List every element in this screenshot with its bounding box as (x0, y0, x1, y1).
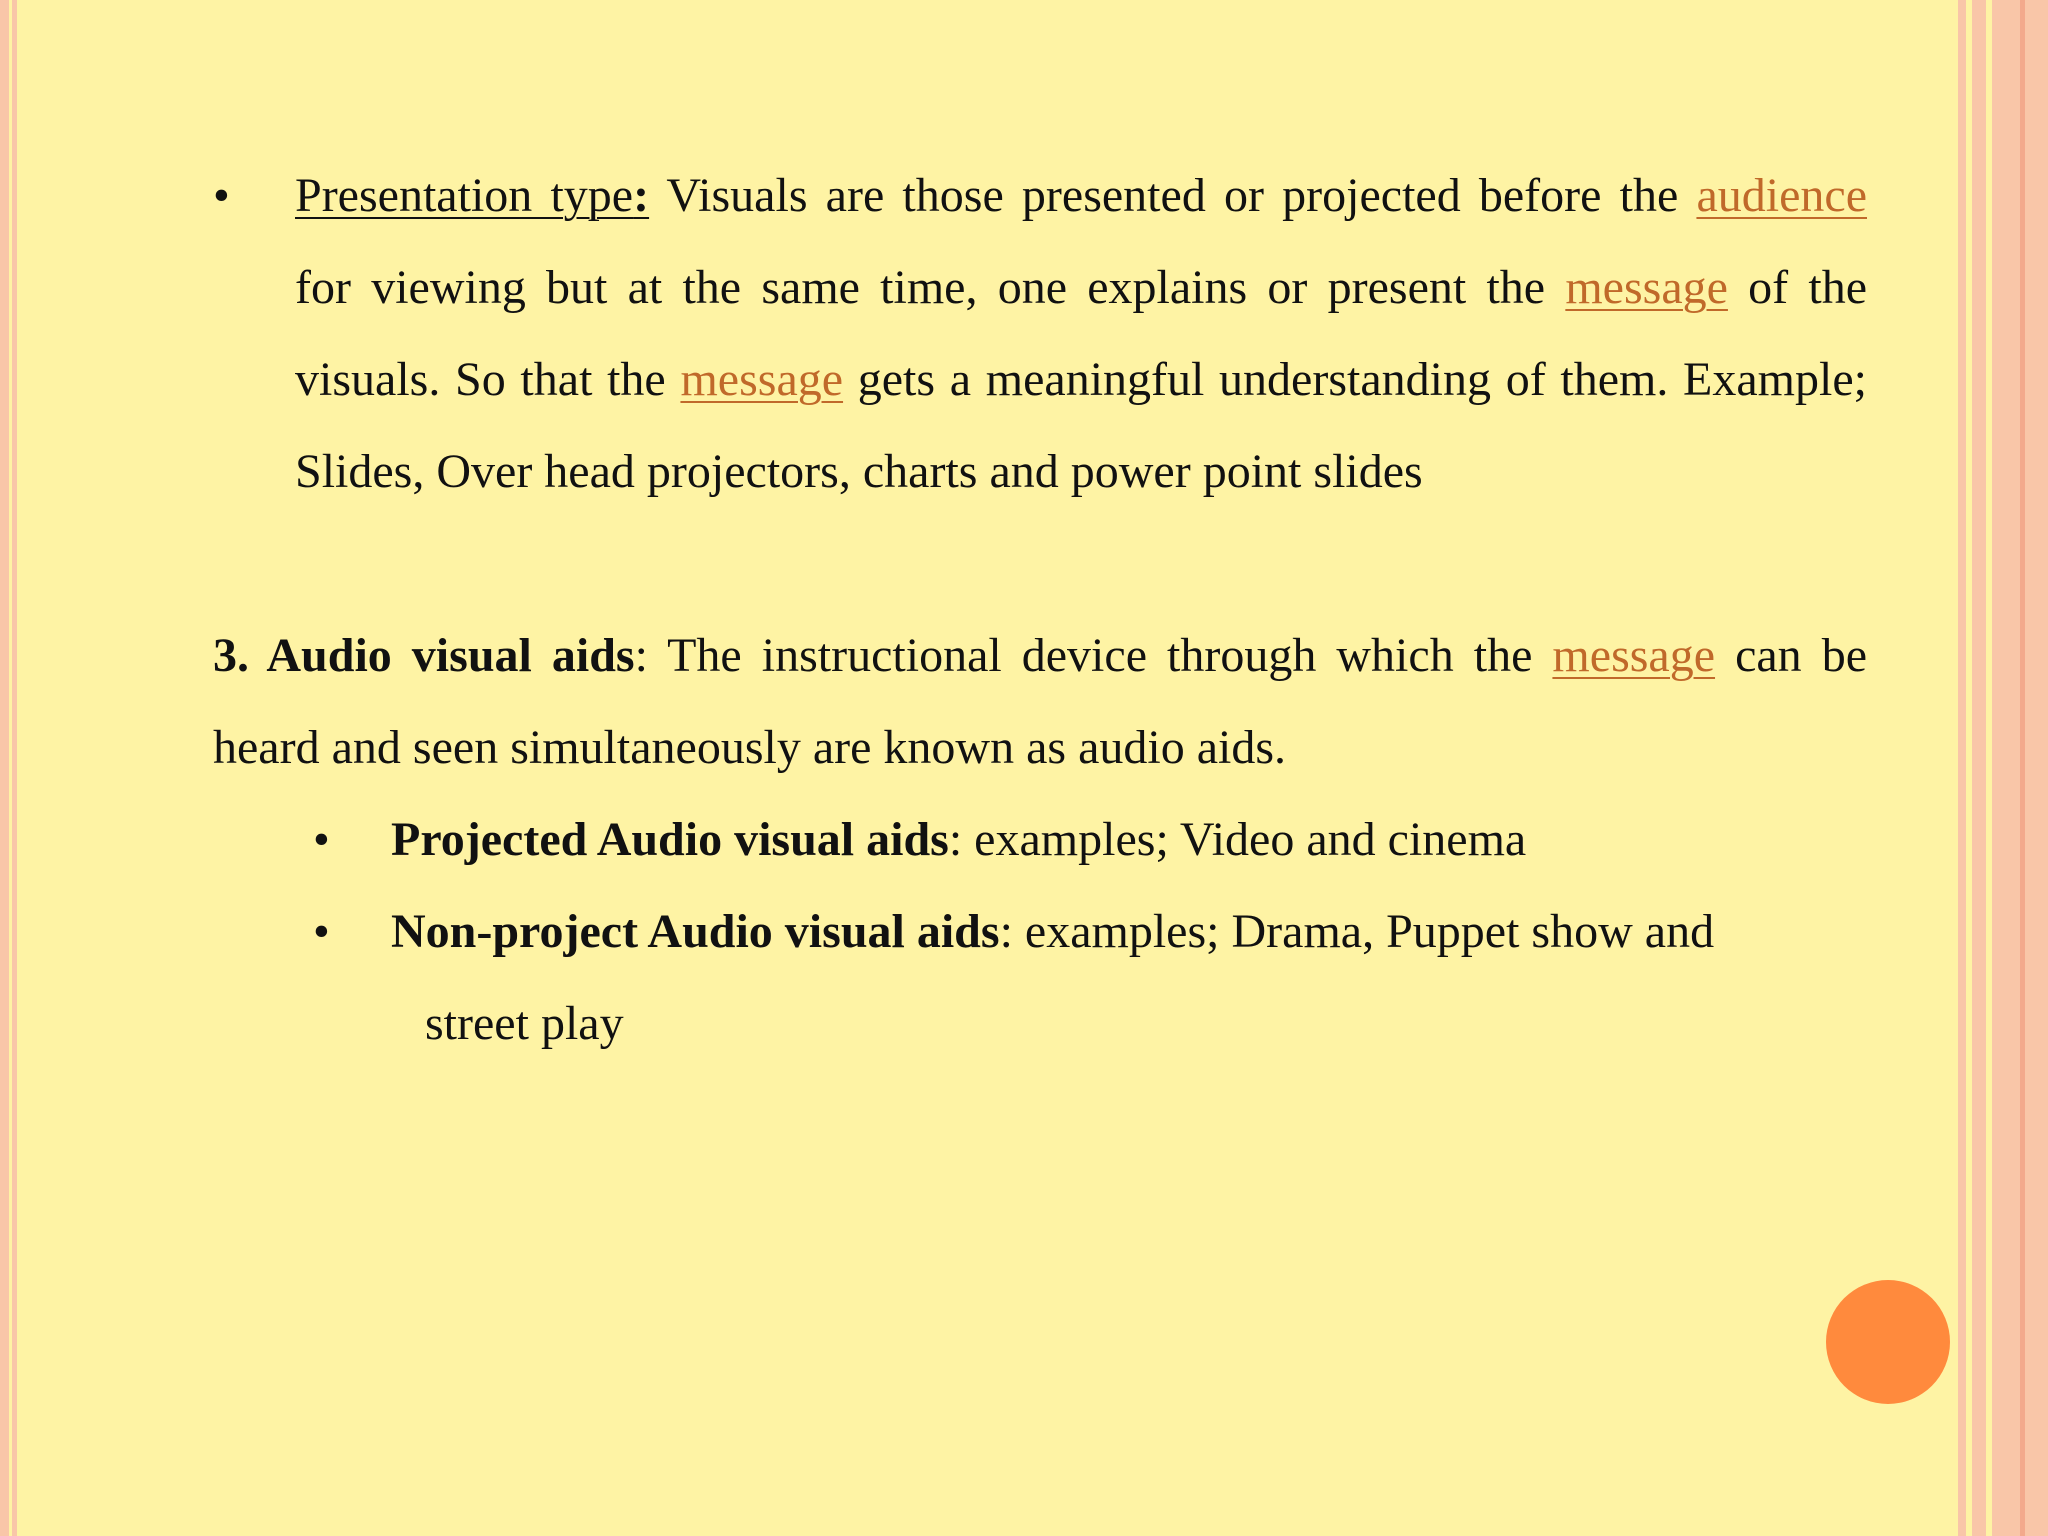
non-project-aids-continuation: street play (425, 997, 624, 1050)
presentation-text-1: Visuals are those presented or projected before the (649, 169, 1697, 222)
presentation-text-3: of the visuals. So that the (295, 261, 1868, 406)
list-item (313, 794, 1867, 886)
non-project-aids-text: : examples; Drama, Puppet show and (999, 905, 1715, 958)
list-item-continuation (313, 978, 1867, 1070)
message-link-2[interactable]: message (680, 353, 844, 406)
presentation-type-label: Presentation type (295, 169, 634, 222)
projected-aids-item (391, 794, 1867, 886)
audio-visual-heading: 3. Audio visual aids (213, 629, 635, 682)
message-link-3[interactable]: message (1552, 629, 1716, 682)
list-item (313, 886, 1867, 978)
right-border-stripe-thin (1958, 0, 1966, 1536)
audio-visual-sub-list (313, 794, 1867, 1070)
audio-visual-text-2: can be heard and seen simultaneously are known as audio aids. (213, 629, 1868, 774)
right-border-stripe-accent (2020, 0, 2025, 1536)
presentation-type-paragraph (295, 150, 1867, 518)
projected-aids-label: Projected Audio visual aids (391, 813, 949, 866)
presentation-type-colon: : (633, 169, 650, 222)
presentation-text-2: for viewing but at the same time, one explains or present the (295, 261, 1566, 314)
left-border-stripe-inner (12, 0, 17, 1536)
message-link-1[interactable]: message (1565, 261, 1728, 314)
non-project-aids-label: Non-project Audio visual aids (391, 905, 1000, 958)
paragraph-gap (213, 518, 1867, 610)
audio-visual-text-1: : The instructional device through which the (634, 629, 1553, 682)
decorative-circle-icon (1826, 1280, 1950, 1404)
presentation-type-bullet (213, 150, 1867, 518)
presentation-text-4: gets a meaningful understanding of them. Example; Slides, Over head projectors, charts and power point slides (295, 353, 1867, 498)
projected-aids-text: : examples; Video and cinema (948, 813, 1527, 866)
bullet-icon: • (313, 813, 330, 866)
bullet-icon: • (213, 169, 230, 222)
right-border-stripe-mid (1972, 0, 1986, 1536)
bullet-icon: • (313, 905, 330, 958)
audience-link[interactable]: audience (1696, 169, 1867, 222)
left-border-stripe (0, 0, 9, 1536)
slide-content (213, 150, 1867, 1070)
non-project-aids-item (391, 886, 1867, 978)
audio-visual-paragraph (213, 610, 1867, 794)
